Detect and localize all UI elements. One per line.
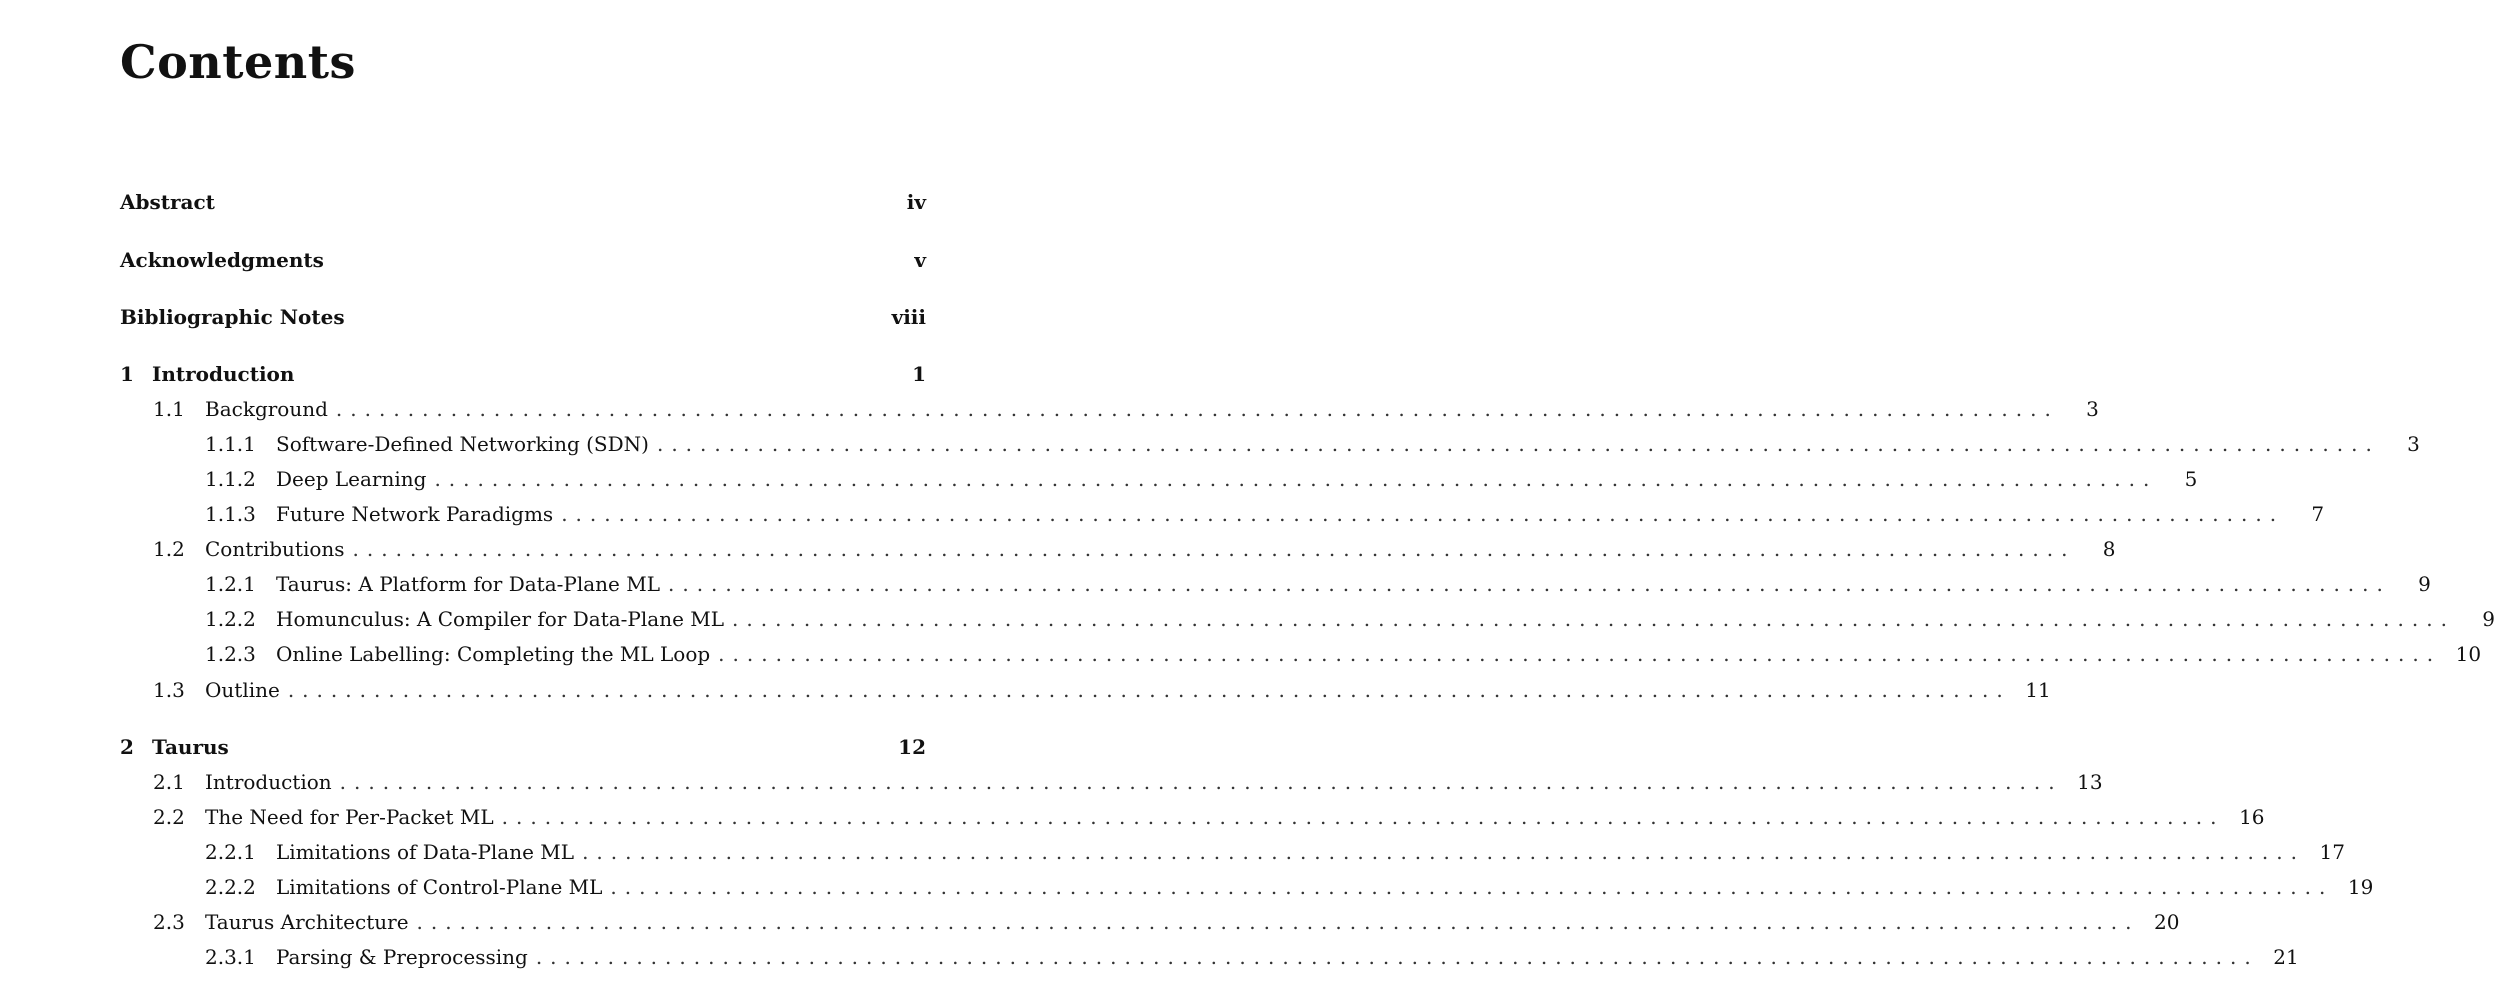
dot-leader: ........................................................................................................................ (352, 537, 2076, 561)
toc-subsection[interactable] (120, 499, 2325, 529)
toc-entry-page: 9 (2482, 607, 2495, 631)
toc-entry-bibliographic-notes[interactable] (120, 302, 926, 332)
toc-entry-page: 11 (2025, 678, 2051, 702)
toc-subsection[interactable] (120, 942, 2299, 972)
toc-entry-number: 1.1.3 (205, 502, 256, 526)
toc-entry-number: 1.2.1 (205, 572, 256, 596)
toc-chapter-2[interactable] (120, 732, 926, 762)
toc-entry-page: 9 (2418, 572, 2431, 596)
dot-leader: ........................................................................................................................ (656, 432, 2380, 456)
dot-leader: ........................................................................................................................ (335, 397, 2059, 421)
toc-entry-title: Limitations of Data-Plane ML (276, 840, 575, 864)
toc-entry-title: Homunculus: A Compiler for Data-Plane ML (276, 607, 725, 631)
toc-entry-title: Acknowledgments (120, 248, 324, 272)
toc-subsection[interactable] (120, 604, 2495, 634)
dot-leader: ........................................................................................................................ (610, 875, 2334, 899)
toc-section[interactable] (120, 394, 2099, 424)
dot-leader: ........................................................................................................................ (582, 840, 2305, 864)
toc-entry-abstract[interactable] (120, 187, 926, 217)
toc-entry-page: 12 (898, 735, 926, 759)
toc-entry-page: 7 (2311, 502, 2325, 526)
toc-entry-page: viii (891, 305, 926, 329)
toc-section[interactable] (120, 675, 2051, 705)
dot-leader: ........................................................................................................................ (416, 910, 2140, 934)
toc-entry-title: Taurus (152, 735, 229, 759)
toc-entry-title: Introduction (152, 362, 295, 386)
toc-entry-title: The Need for Per-Packet ML (205, 805, 494, 829)
toc-entry-page: 19 (2347, 875, 2374, 899)
toc-entry-number: 2.2.1 (205, 840, 256, 864)
page-title: Contents (120, 35, 356, 89)
toc-entry-number: 1.1.1 (205, 432, 256, 456)
toc-entry-number: 1 (120, 362, 134, 386)
dot-leader: ........................................................................................................................ (339, 770, 2063, 794)
toc-section[interactable] (120, 907, 2180, 937)
toc-entry-page: 17 (2319, 840, 2345, 864)
toc-entry-page: 21 (2273, 945, 2299, 969)
toc-subsection[interactable] (120, 464, 2198, 494)
toc-entry-page: 8 (2102, 537, 2116, 561)
dot-leader: ........................................................................................................................ (561, 502, 2285, 526)
toc-subsection[interactable] (120, 429, 2420, 459)
toc-entry-number: 1.3 (153, 678, 185, 702)
toc-entry-number: 1.2.3 (205, 642, 256, 666)
toc-entry-title: Outline (205, 678, 280, 702)
toc-section[interactable] (120, 534, 2116, 564)
toc-entry-page: 3 (2407, 432, 2420, 456)
toc-entry-title: Background (205, 397, 328, 421)
toc-entry-title: Abstract (120, 190, 215, 214)
toc-entry-title: Taurus Architecture (205, 910, 409, 934)
toc-entry-number: 2.3 (153, 910, 185, 934)
toc-section[interactable] (120, 767, 2103, 797)
toc-entry-number: 2.2 (153, 805, 185, 829)
toc-entry-title: Future Network Paradigms (276, 502, 554, 526)
toc-entry-acknowledgments[interactable] (120, 245, 926, 275)
toc-entry-number: 1.2 (153, 537, 185, 561)
toc-entry-title: Introduction (205, 770, 332, 794)
toc-chapter-1[interactable] (120, 359, 926, 389)
toc-entry-number: 1.2.2 (205, 607, 256, 631)
toc-entry-number: 2.2.2 (205, 875, 256, 899)
dot-leader: ........................................................................................................................ (732, 607, 2455, 631)
toc-entry-number: 2.1 (153, 770, 185, 794)
dot-leader: ........................................................................................................................ (501, 805, 2225, 829)
toc-entry-title: Deep Learning (276, 467, 427, 491)
toc-subsection[interactable] (120, 569, 2431, 599)
toc-entry-page: 1 (912, 362, 926, 386)
toc-entry-page: 10 (2455, 642, 2482, 666)
toc-entry-number: 1.1.2 (205, 467, 256, 491)
toc-entry-title: Taurus: A Platform for Data-Plane ML (276, 572, 660, 596)
toc-section[interactable] (120, 802, 2265, 832)
dot-leader: ........................................................................................................................ (718, 642, 2442, 666)
toc-entry-page: iv (906, 190, 926, 214)
toc-entry-title: Bibliographic Notes (120, 305, 345, 329)
toc-entry-title: Parsing & Preprocessing (276, 945, 528, 969)
toc-entry-page: v (914, 248, 926, 272)
toc-entry-title: Limitations of Control-Plane ML (276, 875, 603, 899)
toc-entry-title: Software-Defined Networking (SDN) (276, 432, 649, 456)
toc-entry-title: Contributions (205, 537, 345, 561)
dot-leader: ........................................................................................................................ (535, 945, 2259, 969)
toc-subsection[interactable] (120, 837, 2345, 867)
dot-leader: ........................................................................................................................ (287, 678, 2011, 702)
dot-leader: ........................................................................................................................ (434, 467, 2158, 491)
toc-entry-page: 13 (2077, 770, 2103, 794)
toc-subsection[interactable] (120, 872, 2374, 902)
toc-entry-page: 3 (2086, 397, 2099, 421)
toc-entry-title: Online Labelling: Completing the ML Loop (276, 642, 711, 666)
toc-subsection[interactable] (120, 639, 2482, 669)
toc-entry-page: 20 (2153, 910, 2180, 934)
toc-entry-number: 2.3.1 (205, 945, 256, 969)
toc-entry-page: 5 (2184, 467, 2198, 491)
toc-entry-number: 1.1 (153, 397, 185, 421)
dot-leader: ........................................................................................................................ (667, 572, 2391, 596)
toc-entry-page: 16 (2239, 805, 2265, 829)
toc-entry-number: 2 (120, 735, 134, 759)
